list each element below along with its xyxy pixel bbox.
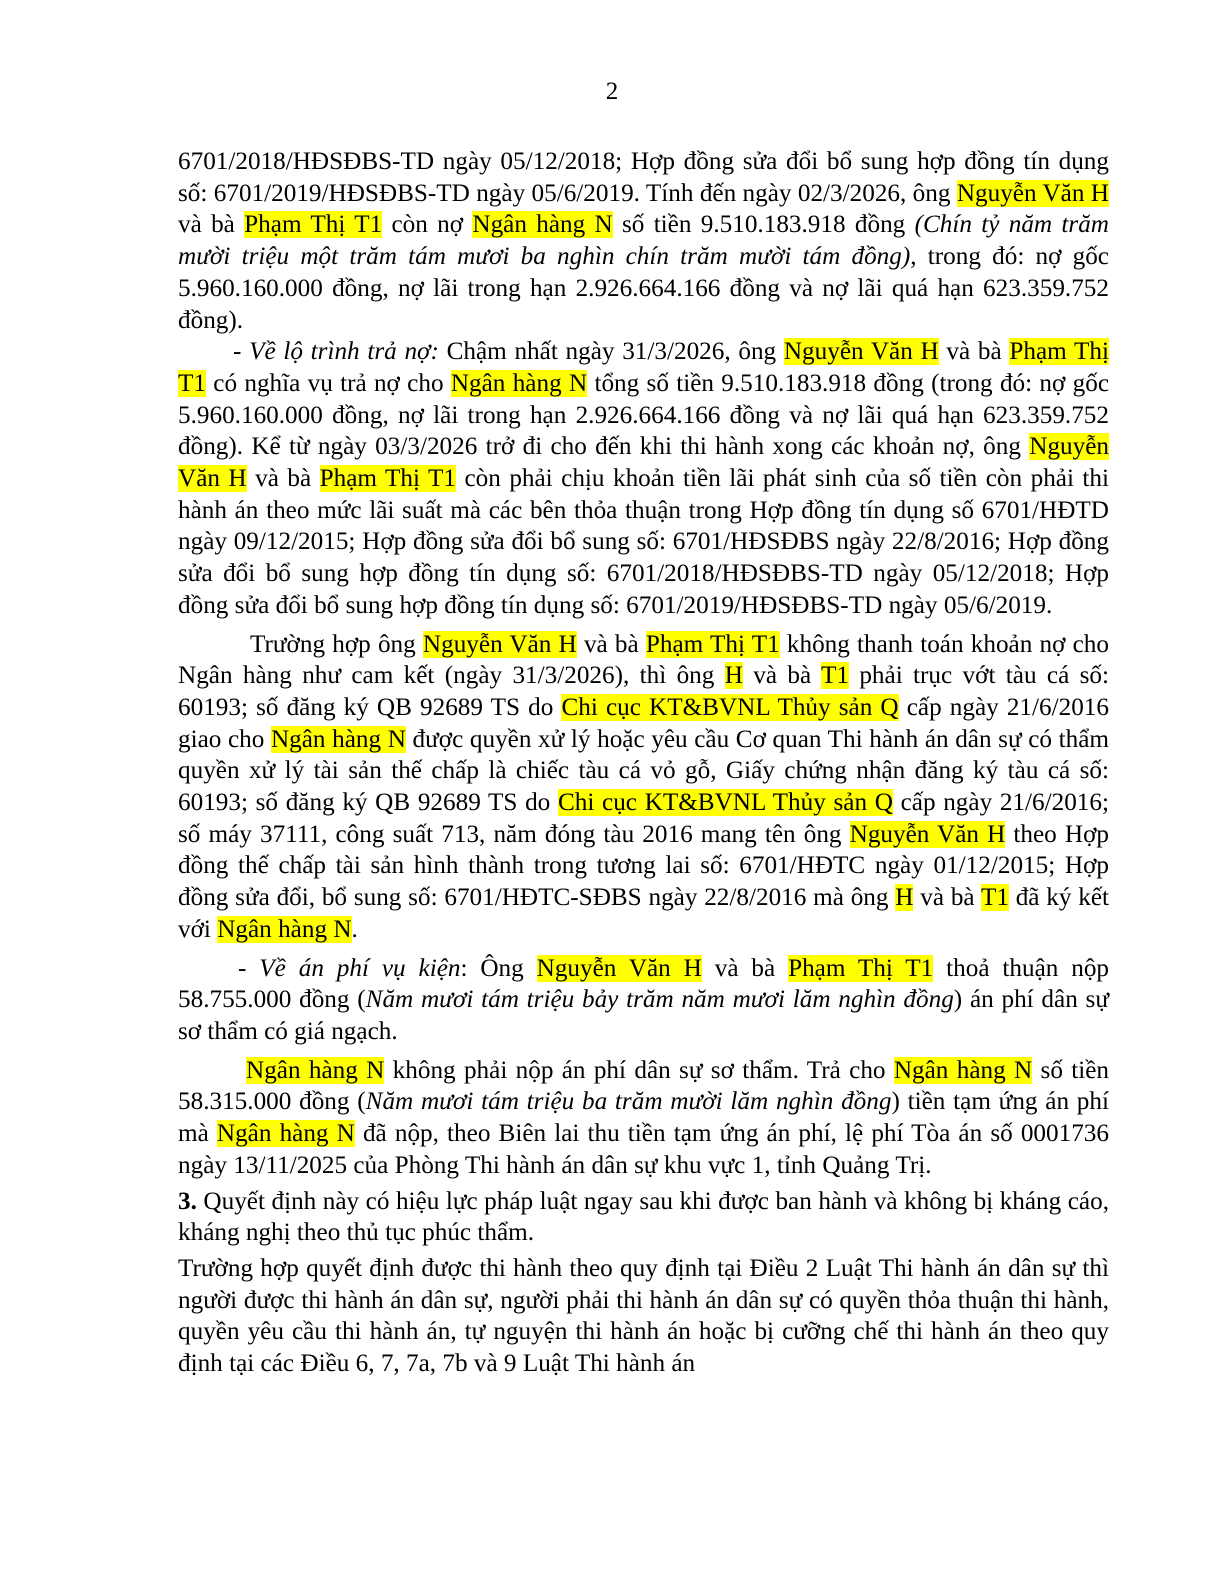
- highlighted-text: Phạm Thị T1: [244, 211, 383, 239]
- text-run: không thanh toán khoản nợ cho Ngân hàng như cam kết (ngày 31/3/2026), thì ông: [178, 630, 1109, 690]
- text-run: và bà: [938, 338, 1010, 366]
- highlighted-text: Phạm Thị T1: [645, 630, 780, 658]
- highlighted-text: Nguyễn Văn H: [536, 954, 702, 982]
- text-run: Trường hợp quyết định được thi hành theo quy định tại Điều 2 Luật Thi hành án dân sự thì người được thi hành án dân sự, người phải thi hành án dân sự có quyền thỏa thuận thi hành, quyền yêu cầu thi hành án, tự nguyện thi hành án hoặc bị cưỡng chế thi hành án theo quy định tại các Điều 6, 7, 7a, 7b và 9 Luật Thi hành án: [178, 1254, 1109, 1378]
- text-run: và bà: [246, 465, 320, 493]
- text-run: được quyền xử lý hoặc yêu cầu Cơ quan Thi hành án dân sự có thẩm quyền xử lý tài sản thế chấp là chiếc tàu cá vỏ gỗ, Giấy chứng nhận đăng ký tàu cá số: 60193; số đăng ký QB 92689 TS do: [178, 725, 1109, 817]
- highlighted-text: Ngân hàng N: [450, 369, 588, 397]
- highlighted-text: Ngân hàng N: [216, 1120, 355, 1148]
- text-run: còn phải chịu khoản tiền lãi phát sinh của số tiền còn phải thi hành án theo mức lãi suất mà các bên thỏa thuận trong Hợp đồng tín dụng số 6701/HĐTD ngày 09/12/2015; Hợp đồng sửa đổi bổ sung số: 6701/HĐSĐBS ngày 22/8/2016; Hợp đồng sửa đổi bổ sung hợp đồng tín dụng số: 6701/2018/HĐSĐBS-TD ngày 05/12/2018; Hợp đồng sửa đổi bổ sung hợp đồng tín dụng số: 6701/2019/HĐSĐBS-TD ngày 05/6/2019.: [178, 465, 1110, 619]
- italic-text: Về án phí vụ kiện: [259, 954, 461, 982]
- text-run: ) tiền tạm ứng án phí mà: [178, 1088, 1109, 1148]
- paragraph: [178, 953, 1109, 1048]
- italic-text: Năm mươi tám triệu ba trăm mười lăm nghìn đồng: [365, 1088, 892, 1116]
- italic-text: Năm mươi tám triệu bảy trăm năm mươi lăm nghìn đồng: [365, 986, 954, 1014]
- page-number: 2: [605, 78, 619, 105]
- text-run: .: [351, 915, 358, 943]
- highlighted-text: Ngân hàng N: [246, 1056, 385, 1084]
- text-run: không phải nộp án phí dân sự sơ thẩm. Trả cho: [384, 1056, 894, 1084]
- text-run: và bà: [576, 630, 646, 658]
- text-run: còn nợ: [382, 211, 473, 239]
- highlighted-text: H: [895, 884, 914, 912]
- text-run: Chậm nhất ngày 31/3/2026, ông: [438, 338, 784, 366]
- text-run: phải trục vớt tàu cá số: 60193; số đăng ký QB 92689 TS do: [178, 662, 1109, 721]
- highlighted-text: Chi cục KT&BVNL Thủy sản Q: [561, 693, 899, 721]
- text-run: -: [238, 954, 260, 982]
- text-run: và bà: [701, 954, 789, 982]
- text-run: đã ký kết với: [178, 884, 1110, 943]
- text-run: và bà: [913, 884, 981, 912]
- highlighted-text: Nguyễn Văn H: [783, 338, 939, 366]
- highlighted-text: H: [724, 662, 743, 690]
- text-run: và bà: [742, 662, 822, 690]
- text-run: đã nộp, theo Biên lai thu tiền tạm ứng án phí, lệ phí Tòa án số 0001736 ngày 13/11/2025 của Phòng Thi hành án dân sự khu vực 1, tỉnh Quảng Trị.: [178, 1120, 1109, 1179]
- text-run: ) án phí dân sự sơ thẩm có giá ngạch.: [178, 986, 1110, 1045]
- italic-text: (Chín tỷ năm trăm mười triệu một trăm tám mươi ba nghìn chín trăm mười tám đồng): [178, 211, 1109, 271]
- highlighted-text: Ngân hàng N: [270, 725, 406, 753]
- highlighted-text: Phạm Thị T1: [319, 465, 456, 493]
- highlighted-text: Nguyễn Văn H: [956, 179, 1109, 207]
- text-run: 6701/2018/HĐSĐBS-TD ngày 05/12/2018; Hợp đồng sửa đổi bổ sung hợp đồng tín dụng số: 6701/2019/HĐSĐBS-TD ngày 05/6/2019. Tính đến ngày 02/3/2026, ông: [178, 148, 1109, 207]
- highlighted-text: Ngân hàng N: [472, 211, 613, 239]
- text-run: có nghĩa vụ trả nợ cho: [205, 369, 451, 397]
- text-run: theo Hợp đồng thế chấp tài sản hình thành trong tương lai số: 6701/HĐTC ngày 01/12/2015; Hợp đồng sửa đổi, bổ sung số: 6701/HĐTC-SĐBS ngày 22/8/2016 mà ông: [178, 820, 1109, 912]
- paragraph: [178, 1253, 1109, 1380]
- text-run: Quyết định này có hiệu lực pháp luật ngay sau khi được ban hành và không bị kháng cáo, kháng nghị theo thủ tục phúc thẩm.: [178, 1187, 1109, 1247]
- bold-text: 3.: [178, 1187, 197, 1215]
- highlighted-text: T1: [980, 884, 1009, 912]
- highlighted-text: Nguyễn Văn H: [422, 630, 577, 658]
- text-run: số tiền 9.510.183.918 đồng: [612, 211, 915, 239]
- document-body: [178, 146, 1109, 1380]
- text-run: : Ông: [460, 954, 537, 982]
- italic-text: - Về lộ trình trả nợ:: [233, 338, 439, 366]
- highlighted-text: Ngân hàng N: [217, 915, 352, 943]
- text-run: thoả thuận nộp 58.755.000 đồng (: [178, 954, 1110, 1014]
- text-run: và bà: [178, 211, 245, 239]
- highlighted-text: Phạm Thị T1: [178, 338, 1109, 397]
- paragraph: [178, 1186, 1109, 1249]
- text-run: , trong đó: nợ gốc 5.960.160.000 đồng, nợ lãi trong hạn 2.926.664.166 đồng và nợ lãi quá hạn 623.359.752 đồng).: [178, 243, 1109, 334]
- highlighted-text: Chi cục KT&BVNL Thủy sản Q: [557, 789, 893, 817]
- paragraph: [178, 336, 1109, 621]
- paragraph: [178, 146, 1109, 336]
- highlighted-text: Nguyễn Văn H: [178, 433, 1109, 493]
- highlighted-text: T1: [821, 662, 849, 690]
- text-run: số tiền 58.315.000 đồng (: [178, 1056, 1110, 1116]
- text-run: cấp ngày 21/6/2016; số máy 37111, công suất 713, năm đóng tàu 2016 mang tên ông: [178, 789, 1109, 848]
- paragraph: [178, 629, 1109, 946]
- highlighted-text: Ngân hàng N: [893, 1056, 1033, 1084]
- text-run: cấp ngày 21/6/2016 giao cho: [178, 693, 1109, 753]
- text-run: Trường hợp ông: [250, 630, 423, 658]
- paragraph: [178, 1055, 1109, 1182]
- highlighted-text: Phạm Thị T1: [788, 954, 934, 982]
- text-run: tổng số tiền 9.510.183.918 đồng (trong đó: nợ gốc 5.960.160.000 đồng, nợ lãi trong hạn 2.926.664.166 đồng và nợ lãi quá hạn 623.359.752 đồng). Kể từ ngày 03/3/2026 trở đi cho đến khi thi hành xong các khoản nợ, ông: [178, 369, 1110, 461]
- highlighted-text: Nguyễn Văn H: [849, 820, 1006, 848]
